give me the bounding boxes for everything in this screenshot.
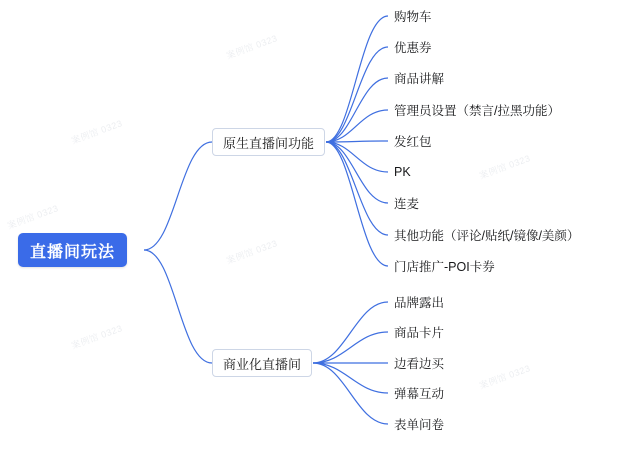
edge-b0-leaf-6 xyxy=(326,142,388,203)
leaf-node[interactable]: 购物车 xyxy=(394,10,432,24)
leaf-node[interactable]: PK xyxy=(394,165,411,179)
watermark: 案例馆 0323 xyxy=(70,323,124,351)
root-node[interactable]: 直播间玩法 xyxy=(18,233,127,267)
watermark: 案例馆 0323 xyxy=(225,33,279,61)
watermark: 案例馆 0323 xyxy=(478,153,532,181)
watermark: 案例馆 0323 xyxy=(225,238,279,266)
watermark: 案例馆 0323 xyxy=(70,118,124,146)
edge-b0-leaf-8 xyxy=(326,142,388,266)
edge-b0-leaf-4 xyxy=(326,141,388,142)
leaf-node[interactable]: 管理员设置（禁言/拉黑功能） xyxy=(394,104,560,118)
edge-b1-leaf-0 xyxy=(313,302,388,363)
edge-b0-leaf-1 xyxy=(326,47,388,142)
watermark: 案例馆 0323 xyxy=(6,203,60,231)
edge-b0-leaf-7 xyxy=(326,142,388,235)
leaf-node[interactable]: 门店推广-POI卡券 xyxy=(394,260,495,274)
edge-b1-leaf-3 xyxy=(313,363,388,393)
edge-b1-leaf-1 xyxy=(313,332,388,363)
leaf-node[interactable]: 其他功能（评论/贴纸/镜像/美颜） xyxy=(394,229,580,243)
watermark: 案例馆 0323 xyxy=(478,363,532,391)
edge-root-to-branch-0 xyxy=(144,142,212,250)
leaf-node[interactable]: 商品讲解 xyxy=(394,72,445,86)
leaf-node[interactable]: 连麦 xyxy=(394,197,420,211)
leaf-node[interactable]: 发红包 xyxy=(394,135,432,149)
edge-b1-leaf-4 xyxy=(313,363,388,424)
edge-b0-leaf-0 xyxy=(326,16,388,142)
edge-b0-leaf-2 xyxy=(326,78,388,142)
leaf-node[interactable]: 商品卡片 xyxy=(394,326,445,340)
branch-node-native-live-features[interactable]: 原生直播间功能 xyxy=(212,128,325,156)
edge-root-to-branch-1 xyxy=(144,250,212,363)
leaf-node[interactable]: 弹幕互动 xyxy=(394,387,445,401)
branch-node-commercial-live[interactable]: 商业化直播间 xyxy=(212,349,312,377)
leaf-node[interactable]: 优惠券 xyxy=(394,41,432,55)
leaf-node[interactable]: 边看边买 xyxy=(394,357,445,371)
leaf-node[interactable]: 品牌露出 xyxy=(394,296,445,310)
leaf-node[interactable]: 表单问卷 xyxy=(394,418,445,432)
